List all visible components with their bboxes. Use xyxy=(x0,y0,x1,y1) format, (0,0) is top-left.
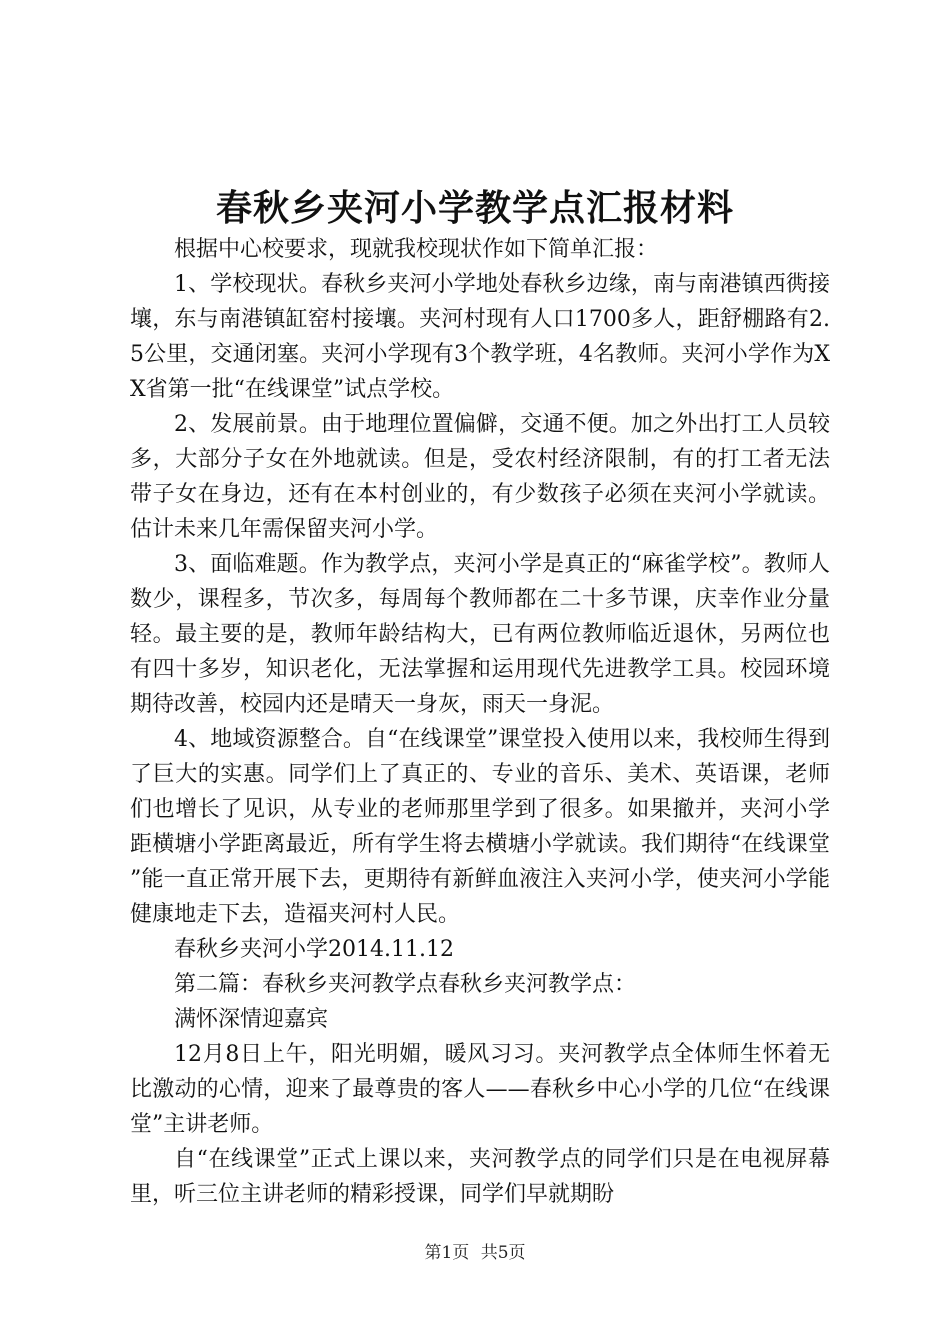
document-body xyxy=(130,232,830,1212)
paragraph-second-article-heading: 第二篇：春秋乡夹河教学点春秋乡夹河教学点： xyxy=(174,972,637,997)
paragraph-signature-date: 春秋乡夹河小学2014.11.12 xyxy=(174,937,454,962)
paragraph-difficulties: 3、面临难题。作为教学点，夹河小学是真正的“麻雀学校”。教师人数少，课程多，节次多，每周每个教师都在二十多节课，庆幸作业分量轻。最主要的是，教师年龄结构大，已有两位教师临近退休，另两位也有四十多岁，知识老化，无法掌握和运用现代先进教学工具。校园环境期待改善，校园内还是晴天一身灰，雨天一身泥。 xyxy=(130,552,830,717)
page-footer xyxy=(0,1241,950,1265)
paragraph-intro: 根据中心校要求，现就我校现状作如下简单汇报： xyxy=(174,237,659,262)
paragraph-subheading: 满怀深情迎嘉宾 xyxy=(174,1007,329,1032)
paragraph-event-description: 12月8日上午，阳光明媚，暖风习习。夹河教学点全体师生怀着无比激动的心情，迎来了最尊贵的客人——春秋乡中心小学的几位“在线课堂”主讲老师。 xyxy=(130,1042,830,1137)
page-number: 第1页 xyxy=(424,1243,470,1263)
paragraph-school-status: 1、学校现状。春秋乡夹河小学地处春秋乡边缘，南与南港镇西衖接壤，东与南港镇缸窑村接壤。夹河村现有人口1700多人，距舒棚路有2.5公里，交通闭塞。夹河小学现有3个教学班，4名教师。夹河小学作为XX省第一批“在线课堂”试点学校。 xyxy=(130,272,830,402)
paragraph-resource-integration: 4、地域资源整合。自“在线课堂”课堂投入使用以来，我校师生得到了巨大的实惠。同学们上了真正的、专业的音乐、美术、英语课，老师们也增长了见识，从专业的老师那里学到了很多。如果撤并，夹河小学距横塘小学距离最近，所有学生将去横塘小学就读。我们期待“在线课堂”能一直正常开展下去，更期待有新鲜血液注入夹河小学，使夹河小学能健康地走下去，造福夹河村人民。 xyxy=(130,727,830,927)
page-total: 共5页 xyxy=(480,1243,526,1263)
paragraph-online-classroom: 自“在线课堂”正式上课以来，夹河教学点的同学们只是在电视屏幕里，听三位主讲老师的精彩授课，同学们早就期盼 xyxy=(130,1147,830,1207)
paragraph-development-prospect: 2、发展前景。由于地理位置偏僻，交通不便。加之外出打工人员较多，大部分子女在外地就读。但是，受农村经济限制，有的打工者无法带子女在身边，还有在本村创业的，有少数孩子必须在夹河小学就读。估计未来几年需保留夹河小学。 xyxy=(130,412,830,542)
document-title: 春秋乡夹河小学教学点汇报材料 xyxy=(215,187,734,229)
